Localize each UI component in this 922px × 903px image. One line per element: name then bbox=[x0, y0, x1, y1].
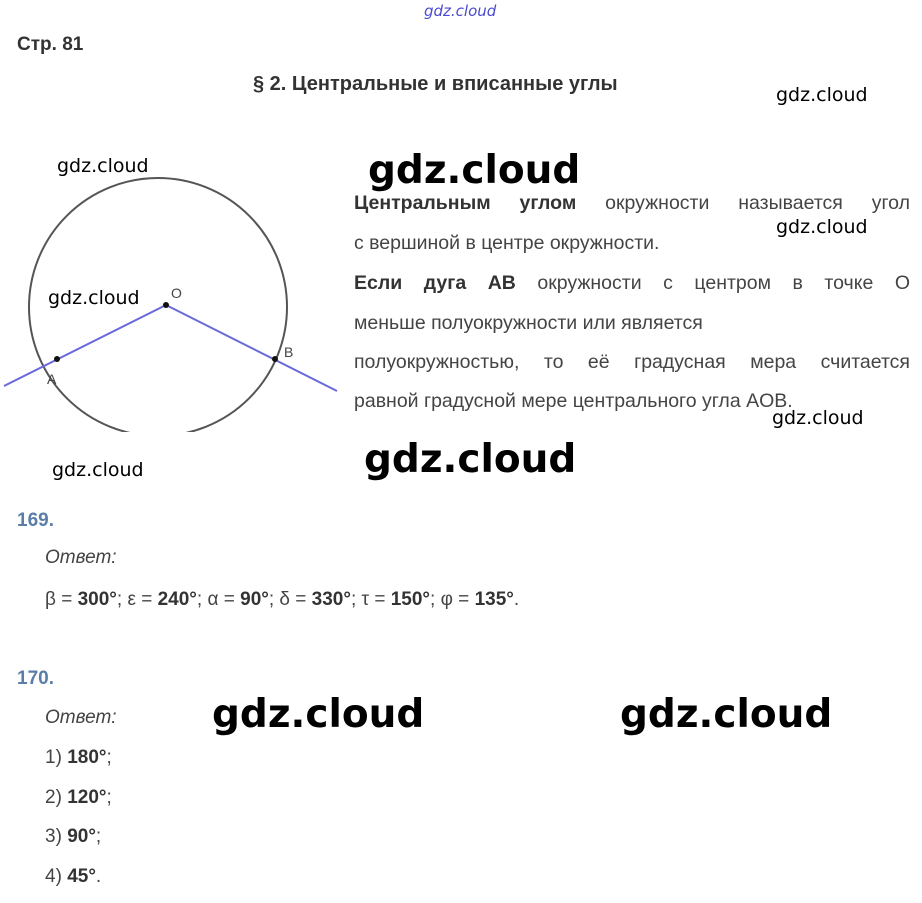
watermark: gdz.cloud bbox=[57, 155, 149, 177]
watermark: gdz.cloud bbox=[368, 148, 581, 193]
definition-line-4: меньше полуокружности или является bbox=[354, 312, 703, 334]
circle bbox=[29, 178, 287, 432]
definition-line-6: равной градусной мере центрального угла AOB. bbox=[354, 390, 793, 412]
watermark: gdz.cloud bbox=[776, 216, 868, 238]
task-170-line-3: 3) 90°; bbox=[45, 826, 102, 847]
definition-line-1: Центральным углом окружности называется угол bbox=[354, 192, 910, 214]
watermark: gdz.cloud bbox=[776, 84, 868, 106]
page-label: Стр. 81 bbox=[17, 34, 84, 55]
label-b: B bbox=[284, 344, 294, 360]
point-b bbox=[272, 356, 278, 362]
task-170-number: 170. bbox=[17, 668, 54, 689]
label-o: O bbox=[171, 285, 182, 301]
task-170-answer-label: Ответ: bbox=[45, 707, 117, 728]
watermark: gdz.cloud bbox=[52, 459, 144, 481]
watermark: gdz.cloud bbox=[48, 287, 140, 309]
watermark: gdz.cloud bbox=[364, 437, 577, 482]
watermark-top: gdz.cloud bbox=[424, 2, 497, 20]
task-169-answer-label: Ответ: bbox=[45, 547, 117, 568]
central-angle-figure bbox=[0, 170, 345, 432]
definition-line-2: с вершиной в центре окружности. bbox=[354, 232, 660, 254]
task-170-line-1: 1) 180°; bbox=[45, 747, 112, 768]
definition-line-5: полуокружностью, то её градусная мера считается bbox=[354, 351, 910, 373]
ray-ob bbox=[166, 305, 337, 391]
task-169-answer: β = 300°; ε = 240°; α = 90°; δ = 330°; τ = 150°; φ = 135°. bbox=[45, 589, 520, 610]
watermark: gdz.cloud bbox=[772, 407, 864, 429]
task-170-line-2: 2) 120°; bbox=[45, 787, 112, 808]
watermark: gdz.cloud bbox=[212, 692, 425, 737]
watermark: gdz.cloud bbox=[620, 692, 833, 737]
task-170-line-4: 4) 45°. bbox=[45, 866, 102, 887]
ray-oa bbox=[4, 305, 166, 386]
point-o bbox=[163, 302, 169, 308]
section-title: § 2. Центральные и вписанные углы bbox=[253, 73, 618, 95]
task-169-number: 169. bbox=[17, 510, 54, 531]
point-a bbox=[54, 356, 60, 362]
definition-line-3: Если дуга AB окружности с центром в точке O bbox=[354, 272, 910, 294]
label-a: A bbox=[47, 371, 57, 387]
